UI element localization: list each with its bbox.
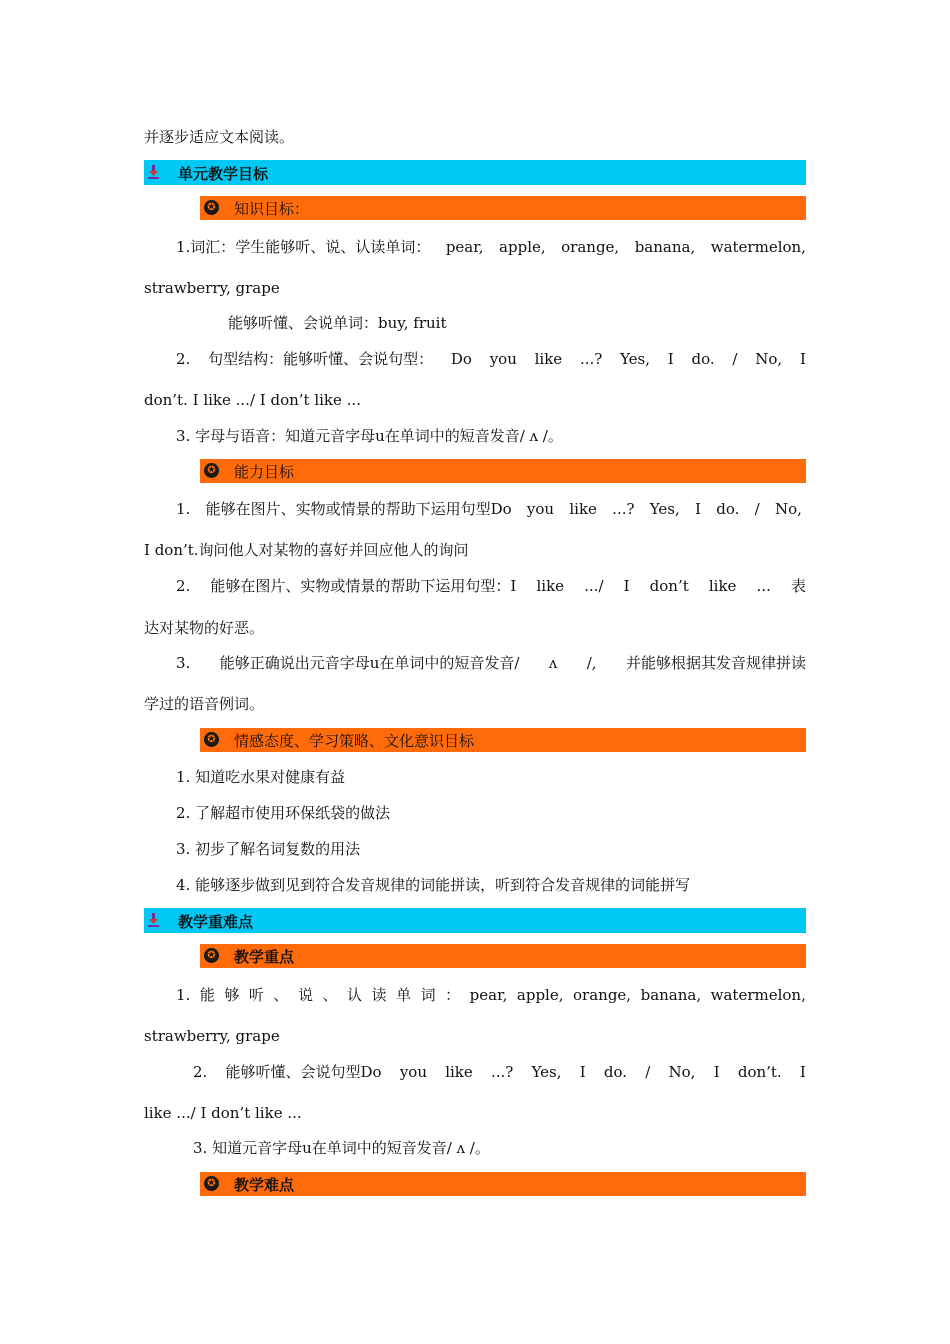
ability-item-3 bbox=[176, 653, 806, 673]
text-run: No, bbox=[774, 500, 802, 518]
text-run: apple, bbox=[516, 986, 564, 1004]
knowledge-item-1 bbox=[176, 237, 806, 257]
text-run: 、 bbox=[273, 986, 289, 1004]
text-run: 读 bbox=[371, 986, 387, 1004]
affect-item-4: 4. 能够逐步做到见到符合发音规律的词能拼读，听到符合发音规律的词能拼写 bbox=[176, 876, 691, 894]
text-run: 表 bbox=[790, 577, 806, 595]
text-run: like bbox=[536, 577, 565, 595]
ability-item-2-cont: 达对某物的好恶。 bbox=[144, 619, 265, 637]
text-run: Do bbox=[450, 350, 472, 368]
subsection-header-knowledge bbox=[200, 196, 806, 220]
text-run: don’t. bbox=[737, 1063, 782, 1081]
text-run: 2. bbox=[176, 577, 191, 595]
text-run: / bbox=[645, 1063, 651, 1081]
text-run: like bbox=[445, 1063, 473, 1081]
text-run: like bbox=[534, 350, 563, 368]
text-run: banana, bbox=[634, 238, 696, 256]
text-run: watermelon, bbox=[710, 986, 806, 1004]
text-run: 并能够根据其发音规律拼读 bbox=[625, 654, 806, 672]
knowledge-item-3: 3. 字母与语音：知道元音字母u在单词中的短音发音/ ʌ /。 bbox=[176, 427, 563, 445]
text-run: you bbox=[526, 500, 555, 518]
affect-item-2: 2. 了解超市使用环保纸袋的做法 bbox=[176, 804, 391, 822]
text-run: 2. bbox=[176, 350, 191, 368]
text-run: /, bbox=[586, 654, 597, 672]
text-run: 2. bbox=[193, 1063, 208, 1081]
subsection-header-ability bbox=[200, 459, 806, 483]
text-run: ...? bbox=[490, 1063, 514, 1081]
text-run: ...? bbox=[612, 500, 635, 518]
text-run: 认 bbox=[347, 986, 363, 1004]
affect-item-1: 1. 知道吃水果对健康有益 bbox=[176, 768, 346, 786]
text-run: 、 bbox=[322, 986, 338, 1004]
download-arrow-icon bbox=[148, 165, 159, 179]
subsection-title: 情感态度、学习策略、文化意识目标 bbox=[234, 732, 475, 750]
text-run: 3. bbox=[176, 654, 191, 672]
text-run: Yes, bbox=[620, 350, 651, 368]
key-item-2 bbox=[193, 1062, 806, 1082]
text-run: 说 bbox=[297, 986, 313, 1004]
text-run: don’t bbox=[649, 577, 689, 595]
text-run: 能够在图片、实物或情景的帮助下运用句型：I bbox=[210, 577, 517, 595]
subsection-title: 教学重点 bbox=[234, 948, 295, 966]
text-run: do. bbox=[716, 500, 740, 518]
subsection-title: 教学难点 bbox=[234, 1176, 295, 1194]
section-header-unit-goals bbox=[144, 160, 806, 185]
text-run: No, bbox=[668, 1063, 696, 1081]
ability-item-3-cont: 学过的语音例词。 bbox=[144, 695, 265, 713]
text-run: orange, bbox=[561, 238, 620, 256]
text-run: Yes, bbox=[649, 500, 680, 518]
text-run: pear, bbox=[469, 986, 508, 1004]
affect-item-3: 3. 初步了解名词复数的用法 bbox=[176, 840, 361, 858]
text-run: 能 bbox=[199, 986, 215, 1004]
text-run: banana, bbox=[640, 986, 702, 1004]
download-arrow-icon bbox=[148, 913, 159, 927]
section-title: 教学重难点 bbox=[178, 913, 254, 931]
text-run: I bbox=[623, 577, 630, 595]
text-run: 句型结构：能够听懂、会说句型： bbox=[208, 350, 434, 368]
text-run: 能够正确说出元音字母u在单词中的短音发音/ bbox=[219, 654, 520, 672]
text-run: 能够在图片、实物或情景的帮助下运用句型Do bbox=[205, 500, 512, 518]
text-run: I bbox=[667, 350, 674, 368]
text-run: 听 bbox=[248, 986, 264, 1004]
subsection-title: 知识目标： bbox=[234, 200, 310, 218]
text-run: / bbox=[754, 500, 760, 518]
text-run: 词 bbox=[420, 986, 436, 1004]
key-item-1 bbox=[176, 985, 806, 1005]
text-run: I bbox=[799, 1063, 806, 1081]
text-run: 能够听懂、会说句型Do bbox=[225, 1063, 382, 1081]
ability-item-1-cont: I don’t.询问他人对某物的喜好并回应他人的询问 bbox=[144, 541, 469, 559]
knowledge-item-2 bbox=[176, 349, 806, 369]
star-badge-icon: ✪ bbox=[204, 200, 219, 215]
knowledge-item-1-cont: strawberry, grape bbox=[144, 279, 280, 297]
subsection-header-affect bbox=[200, 728, 806, 752]
text-run: 1. bbox=[176, 986, 191, 1004]
ability-item-2 bbox=[176, 576, 806, 596]
text-run: ... bbox=[756, 577, 771, 595]
text-run: I bbox=[695, 500, 701, 518]
section-header-key-difficult bbox=[144, 908, 806, 933]
ability-item-1 bbox=[176, 499, 802, 519]
subsection-header-difficult-points bbox=[200, 1172, 806, 1196]
text-run: pear, bbox=[445, 238, 484, 256]
key-item-2-cont: like .../ I don’t like ... bbox=[144, 1104, 302, 1122]
text-run: 单 bbox=[396, 986, 412, 1004]
intro-tail: 并逐步适应文本阅读。 bbox=[144, 128, 295, 146]
subsection-title: 能力目标 bbox=[234, 463, 295, 481]
text-run: 1.词汇：学生能够听、说、认读单词： bbox=[176, 238, 431, 256]
text-run: .../ bbox=[584, 577, 604, 595]
text-run: orange, bbox=[573, 986, 632, 1004]
key-item-3: 3. 知道元音字母u在单词中的短音发音/ ʌ /。 bbox=[193, 1139, 490, 1157]
star-badge-icon: ✪ bbox=[204, 463, 219, 478]
text-run: watermelon, bbox=[710, 238, 806, 256]
text-run: 够 bbox=[224, 986, 240, 1004]
text-run: do. bbox=[603, 1063, 628, 1081]
text-run: like bbox=[569, 500, 597, 518]
key-item-1-cont: strawberry, grape bbox=[144, 1027, 280, 1045]
text-run: I bbox=[713, 1063, 720, 1081]
text-run: ...? bbox=[579, 350, 603, 368]
text-run: Yes, bbox=[531, 1063, 562, 1081]
text-run: / bbox=[732, 350, 738, 368]
text-run: I bbox=[579, 1063, 586, 1081]
knowledge-item-2-cont: don’t. I like .../ I don’t like ... bbox=[144, 391, 361, 409]
text-run: No, bbox=[755, 350, 783, 368]
star-badge-icon: ✪ bbox=[204, 732, 219, 747]
subsection-header-key-points bbox=[200, 944, 806, 968]
text-run: ： bbox=[445, 986, 461, 1004]
text-run: apple, bbox=[499, 238, 546, 256]
star-badge-icon: ✪ bbox=[204, 1176, 219, 1191]
text-run: like bbox=[708, 577, 737, 595]
text-run: I bbox=[799, 350, 806, 368]
text-run: you bbox=[399, 1063, 427, 1081]
text-run: you bbox=[489, 350, 517, 368]
knowledge-item-1b: 能够听懂、会说单词：buy, fruit bbox=[228, 314, 447, 332]
text-run: ʌ bbox=[548, 654, 558, 672]
star-badge-icon: ✪ bbox=[204, 948, 219, 963]
section-title: 单元教学目标 bbox=[178, 165, 269, 183]
text-run: 1. bbox=[176, 500, 191, 518]
text-run: do. bbox=[691, 350, 715, 368]
